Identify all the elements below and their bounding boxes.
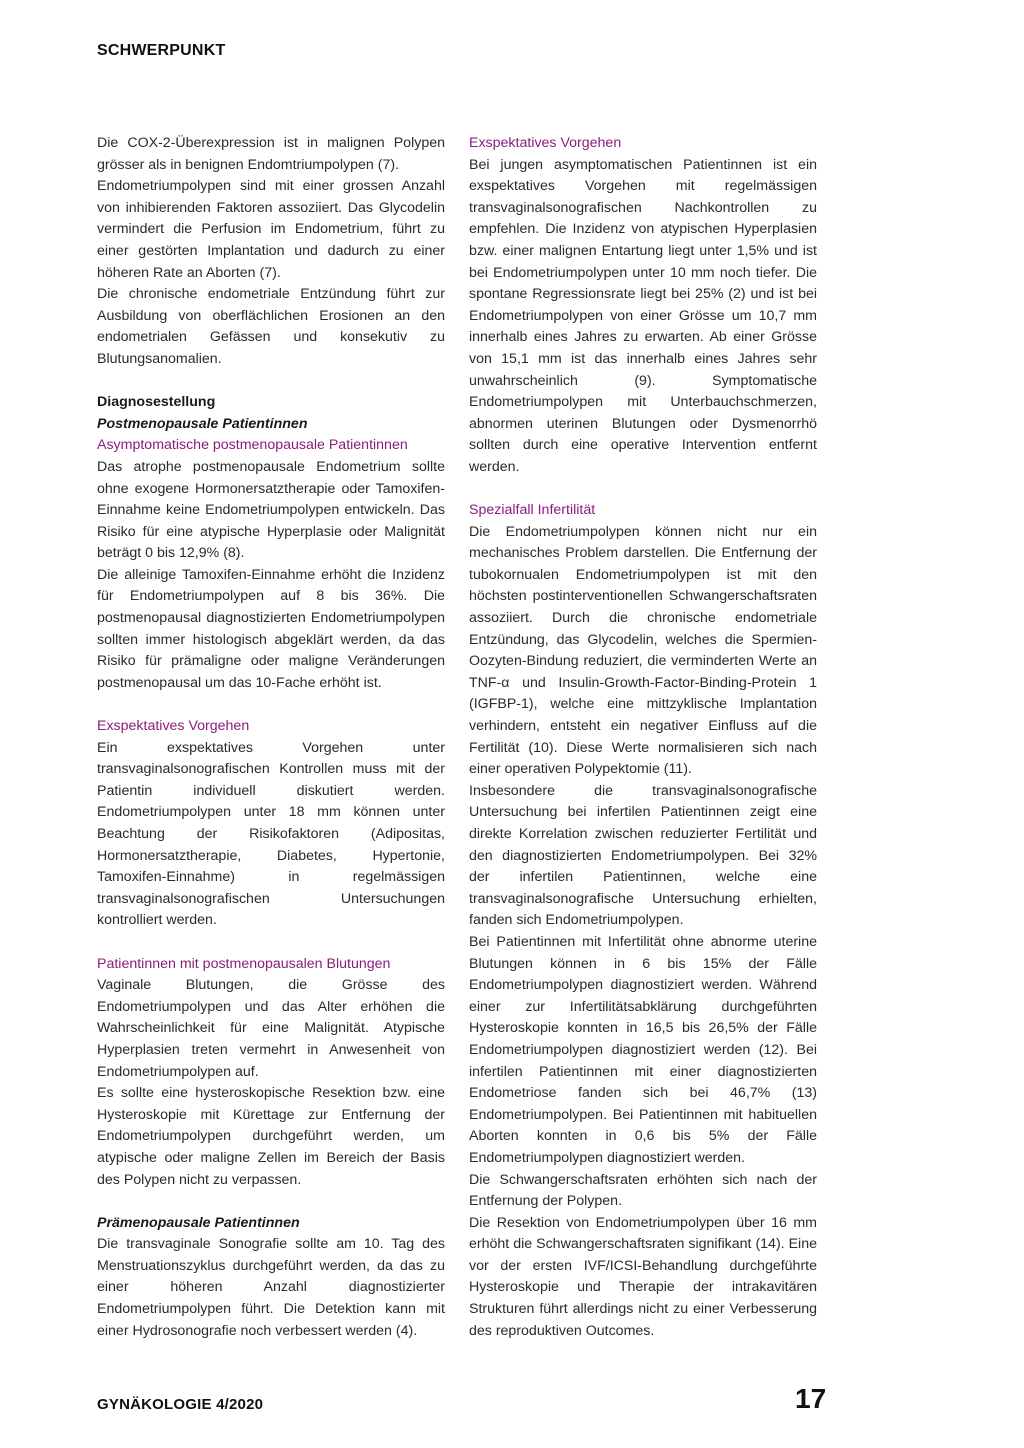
paragraph-gap: [97, 371, 445, 393]
section-heading: Diagnosestellung: [97, 394, 216, 411]
journal-issue: GYNÄKOLOGIE 4/2020: [97, 1396, 264, 1413]
body-paragraph: Die transvaginale Sonografie sollte am 10. Tag des Menstruationszyklus durchgeführt werden, da das zu einer höheren Anzahl diagnostizierter Endometriumpolypen führt. Die Detektion kann mit einer Hydrosonografie noch verbessert werden (4).: [97, 1236, 445, 1339]
topic-heading: Exspektatives Vorgehen: [97, 718, 250, 735]
body-paragraph: Es sollte eine hysteroskopische Resektion bzw. eine Hysteroskopie mit Kürettage zur Entfernung der Endometriumpolypen durchgeführt werden, um atypische oder maligne Zellen im Bereich der Basis des Polypen nicht zu verpassen.: [97, 1085, 445, 1188]
body-paragraph: Das atrophe postmenopausale Endometrium sollte ohne exogene Hormonersatztherapie oder Tamoxifen-Einnahme keine Endometriumpolypen entwickeln. Das Risiko für eine atypische Hyperplasie oder Malignität beträgt 0 bis 12,9% (8).: [97, 458, 445, 562]
topic-heading: Spezialfall Infertilität: [469, 502, 596, 519]
body-paragraph: Bei Patientinnen mit Infertilität ohne abnorme uterine Blutungen können in 6 bis 15% der Fälle Endometriumpolypen diagnostiziert werden. Während einer zur Infertilitätsabklärung durchgeführten Hysteroskopie konnten in 16,5 bis 26,5% der Fälle Endometriumpolypen diagnostiziert werden (12). Bei infertilen Patientinnen mit einer diagnostizierten Endometriose fanden sich bei 46,7% (13) Endometriumpolypen. Bei Patientinnen mit habituellen Aborten konnten in 0,6 bis 5% der Fälle Endometriumpolypen diagnostiziert werden.: [469, 933, 817, 1166]
topic-heading: Asymptomatische postmenopausale Patientinnen: [97, 437, 408, 454]
body-paragraph: Vaginale Blutungen, die Grösse des Endometriumpolypen und das Alter erhöhen die Wahrscheinlichkeit für eine Malignität. Atypische Hyperplasien treten vermehrt in Anwesenheit von Endometriumpolypen auf.: [97, 977, 445, 1080]
body-paragraph: Die Schwangerschaftsraten erhöhten sich nach der Entfernung der Polypen.: [469, 1171, 817, 1210]
body-paragraph: Endometriumpolypen sind mit einer grossen Anzahl von inhibierenden Faktoren assoziiert. Das Glycodelin vermindert die Perfusion im Endometrium, führt zu einer gestörten Implantation und dadurch zu einer höheren Rate an Aborten (7).: [97, 178, 445, 281]
paragraph-gap: [97, 694, 445, 716]
topic-heading: Patientinnen mit postmenopausalen Blutungen: [97, 955, 391, 972]
subsection-heading: Prämenopausale Patientinnen: [97, 1214, 300, 1231]
topic-heading: Exspektatives Vorgehen: [469, 135, 622, 151]
body-paragraph: Die COX-2-Überexpression ist in malignen Polypen grösser als in benignen Endomtriumpolypen (7).: [97, 135, 445, 173]
body-paragraph: Die Endometriumpolypen können nicht nur ein mechanisches Problem darstellen. Die Entfernung der tubokornualen Endometriumpolypen ist mit den höchsten postinterventionellen Schwangerschaftsraten assoziiert. Durch die chronische endometriale Entzündung, das Glycodelin, welches die Spermien-Oozyten-Bindung reduziert, die verminderten Werte an TNF-α und Insulin-Growth-Factor-Binding-Protein 1 (IGFBP-1), welche eine mittzyklische Implantation verhindern, entsteht ein negativer Einfluss auf die Fertilität (10). Diese Werte normalisieren sich nach einer operativen Polypektomie (11).: [469, 523, 817, 778]
left-column: [97, 133, 445, 1342]
body-paragraph: Die alleinige Tamoxifen-Einnahme erhöht die Inzidenz für Endometriumpolypen auf 8 bis 36%. Die postmenopausal diagnostizierten Endometriumpolypen sollten immer histologisch abgeklärt werden, da das Risiko für prämaligne oder maligne Veränderungen postmenopausal um das 10-Fache erhöht ist.: [97, 566, 445, 691]
page-number: 17: [795, 1383, 827, 1414]
section-header: SCHWERPUNKT: [97, 42, 226, 59]
paragraph-gap: [469, 479, 817, 501]
body-paragraph: Insbesondere die transvaginalsonografische Untersuchung bei infertilen Patientinnen zeigt eine direkte Korrelation zwischen reduzierter Fertilität und den diagnostizierten Endometriumpolypen. Bei 32% der infertilen Patientinnen, welche eine transvaginalsonografische Untersuchung erhielten, fanden sich Endometriumpolypen.: [469, 782, 817, 929]
right-column: [469, 133, 817, 1342]
subsection-heading: Postmenopausale Patientinnen: [97, 415, 308, 432]
body-paragraph: Bei jungen asymptomatischen Patientinnen ist ein exspektatives Vorgehen mit regelmässigen transvaginalsonografischen Nachkontrollen zu empfehlen. Die Inzidenz von atypischen Hyperplasien bzw. einer malignen Entartung liegt unter 1,5% und ist bei Endometriumpolypen unter 10 mm noch tiefer. Die spontane Regressionsrate liegt bei 25% (2) und ist bei Endometriumpolypen von einer Grösse um 10,7 mm innerhalb eines Jahres zu erwarten. Ab einer Grösse von 15,1 mm ist das innerhalb eines Jahres sehr unwahrscheinlich (9). Symptomatische Endometriumpolypen mit Unterbauchschmerzen, abnormen uterinen Blutungen oder Dysmenorrhö sollten durch eine operative Intervention entfernt werden.: [469, 156, 817, 475]
body-paragraph: Die chronische endometriale Entzündung führt zur Ausbildung von oberflächlichen Erosionen an den endometrialen Gefässen und konsekutiv zu Blutungsanomalien.: [97, 286, 445, 367]
paragraph-gap: [97, 932, 445, 954]
body-paragraph: Ein exspektatives Vorgehen unter transvaginalsonografischen Kontrollen muss mit der Patientin individuell diskutiert werden. Endometriumpolypen unter 18 mm können unter Beachtung der Risikofaktoren (Adipositas, Hormonersatztherapie, Diabetes, Hypertonie, Tamoxifen-Einnahme) in regelmässigen transvaginalsonografischen Untersuchungen kontrolliert werden.: [97, 739, 445, 929]
paragraph-gap: [97, 1191, 445, 1213]
body-paragraph: Die Resektion von Endometriumpolypen über 16 mm erhöht die Schwangerschaftsraten signifikant (14). Eine vor der ersten IVF/ICSI-Behandlung durchgeführte Hysteroskopie und Therapie der intrakavitären Strukturen führt allerdings nicht zu einer Verbesserung des reproduktiven Outcomes.: [469, 1214, 817, 1339]
